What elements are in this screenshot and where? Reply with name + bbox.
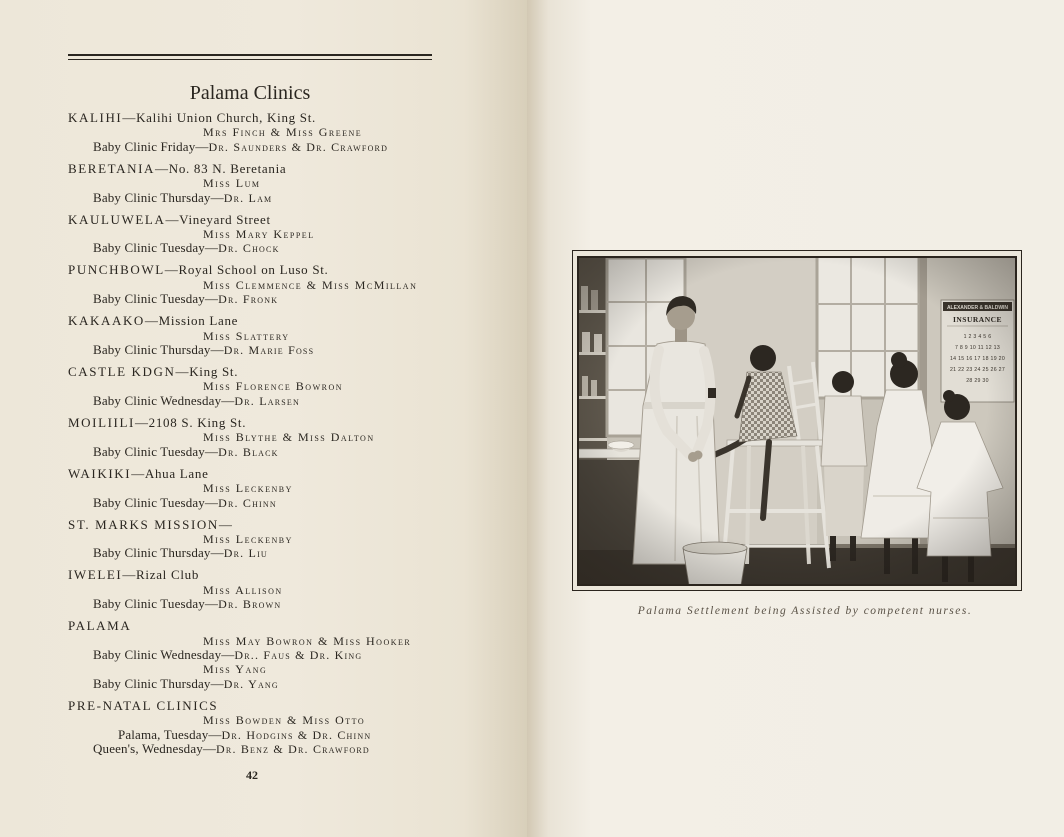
location-address: —2108 S. King St. <box>134 414 247 430</box>
page-number: 42 <box>246 768 258 782</box>
clinic-schedule <box>68 343 508 357</box>
clinic-day: Baby Clinic Friday— <box>93 138 209 154</box>
clinic-entry <box>68 314 508 357</box>
location-address: —Ahua Lane <box>131 465 209 481</box>
clinic-entry <box>68 619 508 691</box>
location-name: WAIKIKI <box>68 465 132 481</box>
staff-names: Miss Allison <box>203 582 283 597</box>
clinic-schedule <box>68 292 508 306</box>
staff-names: Miss May Bowron & Miss Hooker <box>203 633 412 648</box>
location-address: — <box>218 516 233 532</box>
clinic-day: Baby Clinic Thursday— <box>93 545 224 561</box>
clinic-schedule <box>68 496 508 510</box>
clinic-location-heading <box>68 568 508 582</box>
staff-names: Mrs Finch & Miss Greene <box>203 125 363 140</box>
staff-names: Miss Leckenby <box>203 531 293 546</box>
staff-names: Miss Slattery <box>203 328 290 343</box>
location-name: IWELEI <box>68 567 123 583</box>
clinic-day: Baby Clinic Tuesday— <box>93 291 219 307</box>
clinic-doctors: Dr. Saunders & Dr. Crawford <box>208 139 389 154</box>
clinic-day: Palama, Tuesday— <box>118 726 222 742</box>
clinic-doctors: Dr. Brown <box>218 597 282 612</box>
clinic-location-heading <box>68 518 508 532</box>
photograph <box>577 256 1017 586</box>
location-name: PUNCHBOWL <box>68 262 165 278</box>
clinic-doctors: Dr. Lam <box>223 190 273 205</box>
clinic-day: Baby Clinic Tuesday— <box>93 443 219 459</box>
clinic-doctors: Dr. Chinn <box>218 495 277 510</box>
photograph-frame <box>572 250 1022 591</box>
location-name: CASTLE KDGN <box>68 364 176 380</box>
clinic-schedule <box>68 445 508 459</box>
clinic-entry <box>68 365 508 408</box>
location-name: PRE-NATAL CLINICS <box>68 697 219 713</box>
clinic-entry <box>68 467 508 510</box>
staff-names: Miss Lum <box>203 176 261 191</box>
clinic-location-heading <box>68 619 508 633</box>
clinic-doctors: Dr. Marie Foss <box>223 343 315 358</box>
staff-names: Miss Mary Keppel <box>203 227 315 242</box>
location-address: —Vineyard Street <box>165 211 271 227</box>
clinic-schedule <box>68 742 508 756</box>
clinic-list <box>68 111 508 764</box>
clinic-day: Baby Clinic Wednesday— <box>93 392 235 408</box>
clinic-doctors: Dr. Larsen <box>234 393 300 408</box>
location-address: —No. 83 N. Beretania <box>155 160 287 176</box>
top-rule-thin <box>68 59 432 60</box>
location-name: KALIHI <box>68 110 123 125</box>
clinic-location-heading <box>68 365 508 379</box>
clinic-schedule <box>68 191 508 205</box>
location-address: —Mission Lane <box>144 313 239 329</box>
location-name: MOILIILI <box>68 414 135 430</box>
top-rule-thick <box>68 54 432 56</box>
photo-vignette <box>577 256 1017 586</box>
staff-names: Miss Leckenby <box>203 481 293 496</box>
location-address: —Royal School on Luso St. <box>164 262 329 278</box>
clinic-location-heading <box>68 111 508 125</box>
clinic-schedule <box>68 394 508 408</box>
clinic-location-heading <box>68 314 508 328</box>
staff-names: Miss Yang <box>203 662 268 677</box>
staff-names: Miss Bowden & Miss Otto <box>203 713 366 728</box>
clinic-schedule <box>68 241 508 255</box>
clinic-doctors: Dr. Hodgins & Dr. Chinn <box>221 727 372 742</box>
page-title: Palama Clinics <box>189 82 311 104</box>
clinic-schedule <box>68 546 508 560</box>
staff-names: Miss Blythe & Miss Dalton <box>203 430 375 445</box>
clinic-doctors: Dr. Benz & Dr. Crawford <box>216 741 370 756</box>
clinic-schedule <box>68 597 508 611</box>
clinic-entry <box>68 416 508 459</box>
clinic-entry <box>68 699 508 757</box>
clinic-schedule <box>68 140 508 154</box>
clinic-day: Baby Clinic Tuesday— <box>93 596 219 612</box>
clinic-doctors: Dr. Chock <box>218 241 280 256</box>
clinic-entry <box>68 162 508 205</box>
clinic-location-heading <box>68 416 508 430</box>
clinic-doctors: Dr. Liu <box>223 546 268 561</box>
clinic-day: Baby Clinic Thursday— <box>93 675 224 691</box>
clinic-schedule <box>68 677 508 691</box>
clinic-entry <box>68 518 508 561</box>
location-name: PALAMA <box>68 618 132 634</box>
location-address: —King St. <box>175 364 239 380</box>
location-address: —Rizal Club <box>122 567 200 583</box>
location-address: —Kalihi Union Church, King St. <box>122 110 316 125</box>
clinic-doctors: Dr. Fronk <box>218 292 279 307</box>
staff-names: Miss Florence Bowron <box>203 379 344 394</box>
staff-names: Miss Clemmence & Miss McMillan <box>203 277 418 292</box>
clinic-entry <box>68 111 508 154</box>
clinic-day: Baby Clinic Wednesday— <box>93 646 235 662</box>
clinic-doctors: Dr.. Faus & Dr. King <box>234 647 363 662</box>
location-name: KAKAAKO <box>68 313 145 329</box>
clinic-day: Baby Clinic Tuesday— <box>93 240 219 256</box>
clinic-location-heading <box>68 263 508 277</box>
location-name: KAULUWELA <box>68 211 166 227</box>
location-name: BERETANIA <box>68 160 156 176</box>
clinic-location-heading <box>68 699 508 713</box>
clinic-entry <box>68 213 508 256</box>
left-page <box>0 0 527 837</box>
clinic-day: Baby Clinic Thursday— <box>93 189 224 205</box>
clinic-location-heading <box>68 162 508 176</box>
clinic-day: Queen's, Wednesday— <box>93 740 217 756</box>
clinic-entry <box>68 568 508 611</box>
clinic-location-heading <box>68 467 508 481</box>
clinic-location-heading <box>68 213 508 227</box>
location-name: ST. MARKS MISSION <box>68 516 219 532</box>
clinic-doctors: Dr. Yang <box>223 676 279 691</box>
clinic-day: Baby Clinic Thursday— <box>93 342 224 358</box>
clinic-day: Baby Clinic Tuesday— <box>93 494 219 510</box>
clinic-doctors: Dr. Black <box>218 444 279 459</box>
clinic-schedule <box>68 728 508 742</box>
clinic-schedule <box>68 648 508 662</box>
clinic-entry <box>68 263 508 306</box>
photo-caption: Palama Settlement being Assisted by competent nurses. <box>637 605 973 617</box>
